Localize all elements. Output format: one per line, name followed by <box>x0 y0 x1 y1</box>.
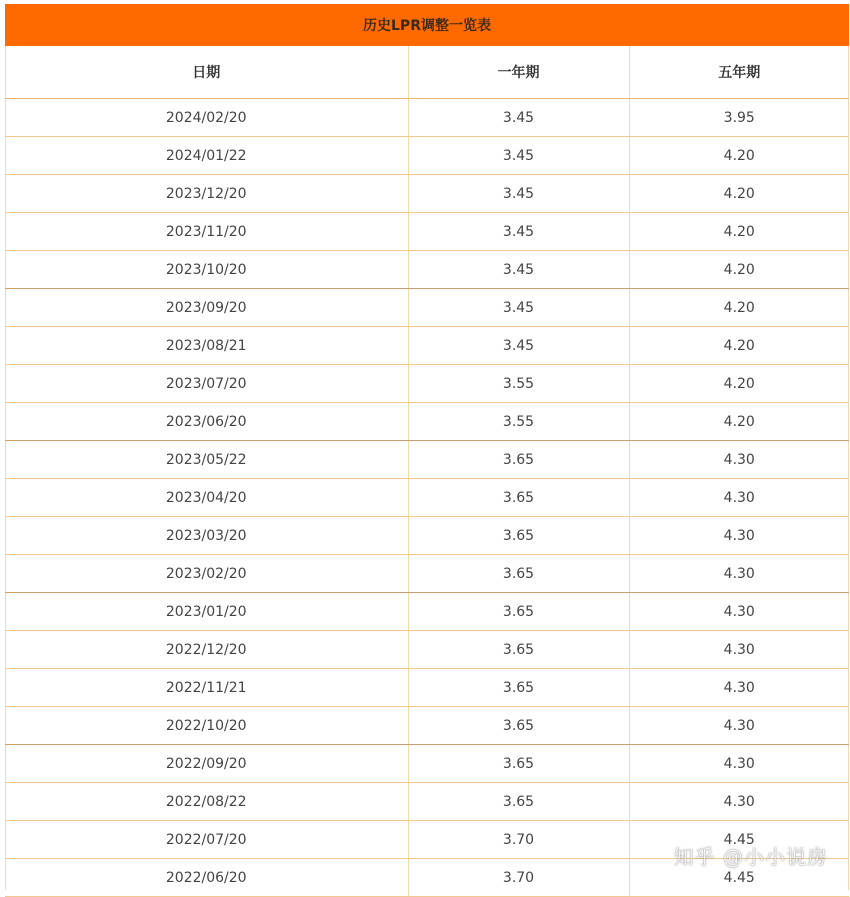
cell-date: 2023/05/22 <box>5 441 408 479</box>
cell-date: 2022/11/21 <box>5 669 408 707</box>
table-row <box>5 631 849 669</box>
header-row <box>5 46 849 99</box>
cell-one-year: 3.65 <box>408 441 629 479</box>
cell-date: 2023/08/21 <box>5 327 408 365</box>
cell-one-year: 3.65 <box>408 707 629 745</box>
cell-date: 2023/11/20 <box>5 213 408 251</box>
lpr-table-container <box>5 4 849 897</box>
cell-five-year: 4.45 <box>629 859 849 897</box>
lpr-table <box>5 46 849 897</box>
table-row <box>5 365 849 403</box>
header-five-year: 五年期 <box>629 46 849 99</box>
cell-one-year: 3.70 <box>408 821 629 859</box>
cell-date: 2023/12/20 <box>5 175 408 213</box>
cell-five-year: 4.20 <box>629 137 849 175</box>
cell-date: 2023/06/20 <box>5 403 408 441</box>
cell-five-year: 4.30 <box>629 745 849 783</box>
cell-date: 2023/01/20 <box>5 593 408 631</box>
table-row <box>5 213 849 251</box>
cell-five-year: 4.30 <box>629 517 849 555</box>
cell-five-year: 4.45 <box>629 821 849 859</box>
cell-one-year: 3.65 <box>408 555 629 593</box>
cell-five-year: 4.30 <box>629 631 849 669</box>
cell-one-year: 3.45 <box>408 213 629 251</box>
cell-five-year: 4.30 <box>629 555 849 593</box>
cell-one-year: 3.65 <box>408 593 629 631</box>
cell-five-year: 4.20 <box>629 327 849 365</box>
table-body <box>5 99 849 897</box>
table-row <box>5 517 849 555</box>
cell-one-year: 3.65 <box>408 745 629 783</box>
table-row <box>5 175 849 213</box>
zhihu-watermark: 知乎 @小小说房 <box>673 845 828 869</box>
table-row <box>5 783 849 821</box>
cell-one-year: 3.65 <box>408 479 629 517</box>
cell-one-year: 3.55 <box>408 365 629 403</box>
cell-date: 2023/07/20 <box>5 365 408 403</box>
cell-date: 2024/01/22 <box>5 137 408 175</box>
cell-date: 2022/10/20 <box>5 707 408 745</box>
cell-date: 2023/10/20 <box>5 251 408 289</box>
cell-one-year: 3.70 <box>408 859 629 897</box>
table-row <box>5 289 849 327</box>
cell-five-year: 4.20 <box>629 403 849 441</box>
cell-five-year: 4.20 <box>629 251 849 289</box>
cell-date: 2022/06/20 <box>5 859 408 897</box>
cell-five-year: 4.30 <box>629 441 849 479</box>
table-row <box>5 479 849 517</box>
cell-one-year: 3.65 <box>408 631 629 669</box>
cell-one-year: 3.45 <box>408 175 629 213</box>
cell-one-year: 3.65 <box>408 517 629 555</box>
cell-date: 2023/09/20 <box>5 289 408 327</box>
table-row <box>5 441 849 479</box>
cell-five-year: 4.20 <box>629 365 849 403</box>
cell-one-year: 3.45 <box>408 289 629 327</box>
table-title: 历史LPR调整一览表 <box>5 4 849 46</box>
table-row <box>5 403 849 441</box>
table-row <box>5 707 849 745</box>
cell-five-year: 3.95 <box>629 99 849 137</box>
cell-five-year: 4.20 <box>629 289 849 327</box>
cell-one-year: 3.55 <box>408 403 629 441</box>
cell-one-year: 3.65 <box>408 783 629 821</box>
table-row <box>5 555 849 593</box>
header-one-year: 一年期 <box>408 46 629 99</box>
table-row <box>5 99 849 137</box>
table-row <box>5 251 849 289</box>
cell-date: 2023/03/20 <box>5 517 408 555</box>
cell-date: 2024/02/20 <box>5 99 408 137</box>
cell-one-year: 3.65 <box>408 669 629 707</box>
cell-five-year: 4.30 <box>629 669 849 707</box>
header-date: 日期 <box>5 46 408 99</box>
cell-date: 2023/02/20 <box>5 555 408 593</box>
cell-five-year: 4.30 <box>629 783 849 821</box>
cell-five-year: 4.30 <box>629 707 849 745</box>
table-row <box>5 327 849 365</box>
cell-date: 2023/04/20 <box>5 479 408 517</box>
table-row <box>5 137 849 175</box>
cell-five-year: 4.30 <box>629 593 849 631</box>
cell-five-year: 4.30 <box>629 479 849 517</box>
cell-date: 2022/08/22 <box>5 783 408 821</box>
table-row <box>5 593 849 631</box>
cell-one-year: 3.45 <box>408 137 629 175</box>
cell-one-year: 3.45 <box>408 327 629 365</box>
cell-date: 2022/12/20 <box>5 631 408 669</box>
table-row <box>5 669 849 707</box>
cell-five-year: 4.20 <box>629 213 849 251</box>
cell-five-year: 4.20 <box>629 175 849 213</box>
cell-one-year: 3.45 <box>408 251 629 289</box>
table-row <box>5 745 849 783</box>
cell-date: 2022/09/20 <box>5 745 408 783</box>
cell-date: 2022/07/20 <box>5 821 408 859</box>
cell-one-year: 3.45 <box>408 99 629 137</box>
